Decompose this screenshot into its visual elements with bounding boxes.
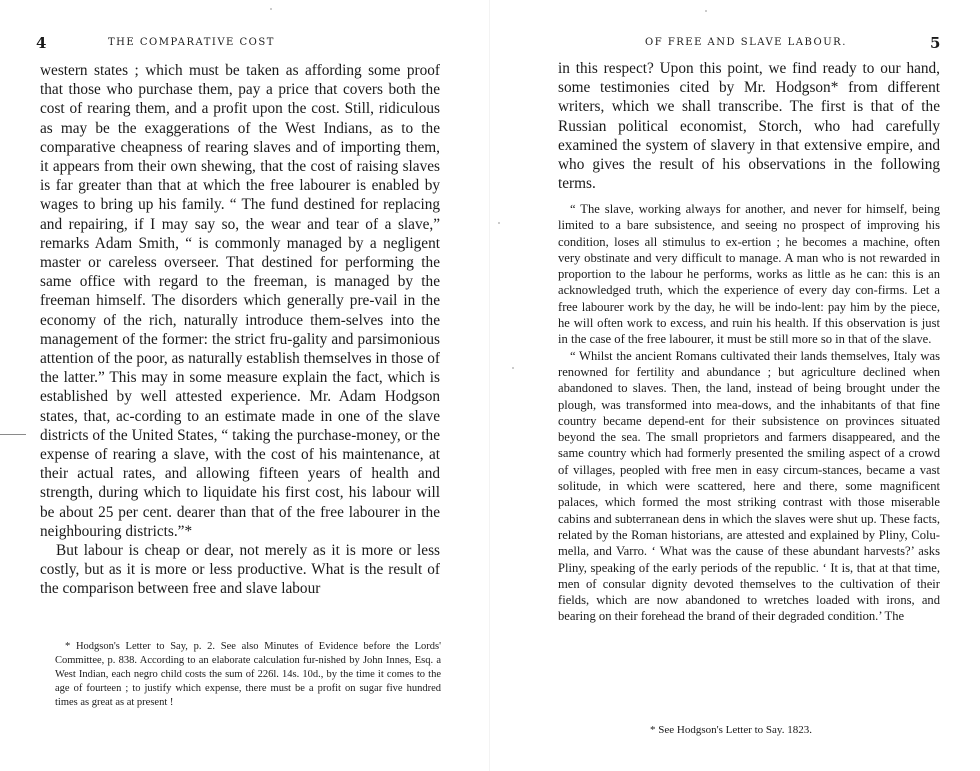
left-paragraph-2: But labour is cheap or dear, not merely as it is more or less costly, but as it is more or less productive. What is the result of the comparison between free and slave labour bbox=[40, 542, 440, 598]
right-body-text bbox=[558, 59, 940, 193]
left-page-number: 4 bbox=[36, 34, 47, 52]
left-footnote: * Hodgson's Letter to Say, p. 2. See also Minutes of Evidence before the Lords' Committee, p. 838. According to an elaborate calculation fur-nished by John Innes, Esq. a West Indian, each negro child costs the sum of 226l. 14s. 10d., by the time it comes to the age of fourteen ; to justify which expense, there must be a profit on sugar five hundred times as great as at present ! bbox=[55, 641, 441, 708]
left-paragraph-1: western states ; which must be taken as affording some proof that those who purchase them, pay a price that covers both the cost of rearing them, and a profit upon the cost. Still, ridiculous as may be the exaggerations of the West Indians, as to the comparative cheapness of rearing slaves and of importing them, it appears from their own shewing, that the cost of raising slaves is far greater than that at which the free labourer is enabled by wages to bring up his family. “ The fund destined for replacing and repairing, if I may say so, the wear and tear of a slave,” remarks Adam Smith, “ is commonly managed by a negligent master or careless overseer. That destined for performing the same office with regard to the freeman, is managed by the freeman himself. The disorders which generally pre-vail in the economy of the rich, naturally introduce them-selves into the management of the former: the strict fru-gality and parsimonious attention of the poor, as naturally establish themselves in those of the latter.” This may in some measure explain the fact, which is established by well attested experience. Mr. Adam Hodgson states, that, ac-cording to an estimate made in one of the slave districts of the United States, “ taking the purchase-money, or the expense of rearing a slave, with the cost of his maintenance, at their actual rates, and allowing fifteen years of health and strength, during which to liquidate his first cost, his labour will be about 25 per cent. dearer than that of the free labourer in the neighbouring districts.”* bbox=[40, 62, 440, 540]
paper-speck bbox=[512, 367, 514, 369]
paper-speck bbox=[705, 10, 707, 12]
quote-paragraph-2: “ Whilst the ancient Romans cultivated their lands themselves, Italy was renowned for fertility and abundance ; but agriculture declined when abandoned to slaves. Then, the land, instead of being brought under the plough, was transformed into mea-dows, and the inhabitants of that fine country became depend-ent for their subsistence on provinces situated beyond the sea. The small proprietors and farmers disappeared, and the same country which had formerly presented the smiling aspect of a crowd of villages, peopled with free men in easy circum-stances, became a vast solitude, in which were scattered, here and there, some magnificent palaces, which formed the most striking contrast with those miserable cabins and subterranean dens in which the slaves were shut up. These facts, related by the Roman historians, are attested and explained by Pliny, Colu-mella, and Varro. ‘ What was the cause of these abundant harvests?’ asks Pliny, speaking of the early periods of the republic. ‘ It is, that at that time, men of consular dignity devoted themselves to the cultivation of their fields, which are now abandoned to wretches loaded with irons, and bearing on their forehead the brand of their degraded condition.’ The bbox=[558, 348, 940, 624]
right-page-number: 5 bbox=[930, 34, 941, 52]
right-footnote: * See Hodgson's Letter to Say. 1823. bbox=[650, 724, 812, 736]
right-paragraph-1: in this respect? Upon this point, we find ready to our hand, some testimonies cited by Mr. Hodgson* from different writers, which we shall transcribe. The first is that of the Russian political economist, Storch, who had carefully examined the system of slavery in that extensive empire, and who gives the result of his observations in the following terms. bbox=[558, 60, 940, 193]
right-quotation-block bbox=[558, 201, 940, 625]
right-running-head bbox=[490, 34, 980, 52]
left-body-text bbox=[40, 61, 440, 599]
quote-paragraph-1: “ The slave, working always for another, and never for himself, being limited to a bare subsistence, and seeing no prospect of improving his condition, loses all stimulus to ex-ertion ; he becomes a machine, often very obstinate and very difficult to manage. A man who is not rewarded in proportion to the labour he performs, works as little as he can: this is an acknowledged truth, which the experience of every day con-firms. Let a free labourer work by the day, he will be indo-lent: pay him by the piece, he will often work to excess, and ruin his health. If this observation is just in the case of the free labourer, it must be still more so in that of the slave. bbox=[558, 202, 940, 347]
paper-speck bbox=[498, 222, 500, 224]
paper-speck bbox=[270, 8, 272, 10]
right-running-title: OF FREE AND SLAVE LABOUR. bbox=[645, 37, 847, 48]
margin-mark bbox=[0, 434, 26, 435]
left-running-title: THE COMPARATIVE COST bbox=[108, 37, 275, 48]
right-page bbox=[490, 0, 980, 771]
left-running-head bbox=[0, 34, 490, 52]
